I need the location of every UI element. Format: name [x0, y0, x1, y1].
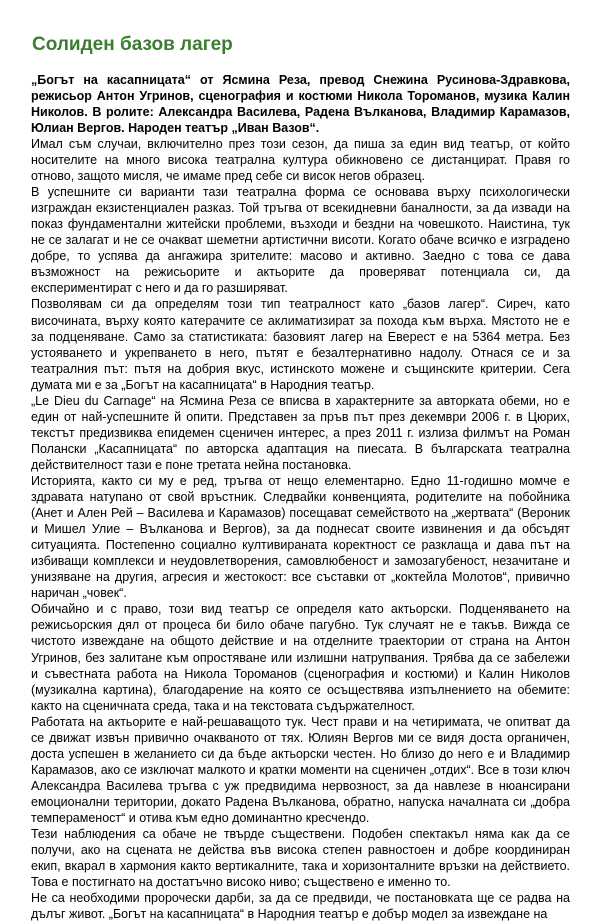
article-title: Солиден базов лагер: [32, 34, 233, 55]
paragraph-4: „Le Dieu du Carnage“ на Ясмина Реза се вписва в характерните за авторката обеми, но е един от най-успешните й опити. Представен за пръв път през декември 2006 г. в Цюрих, текстът предизвиква епидемен сценичен интерес, а през 2011 г. излиза филмът на Роман Полански „Касапницата“ по авторска адаптация на пиесата. В българската театрална действителност тази е поне третата нейна постановка.: [31, 393, 570, 472]
paragraph-8: Тези наблюдения са обаче не твърде съществени. Подобен спектакъл няма как да се получи, ако на сцената не действа във висока степен равностоен и добре координиран екип, вкарал в хармония както вертикалните, така и хоризонталните връзки на действието. Това е постигнато на достатъчно високо ниво; съществено е именно то.: [31, 827, 570, 890]
paragraph-3: Позволявам си да определям този тип театралност като „базов лагер“. Сиреч, като височината, върху която катерачите се аклиматизират за похода към върха. Мястото не е за подценяване. Само за статистиката: базовият лагер на Еверест е на 5364 метра. Без устояването и укрепването в него, пътят е безалтернативно надолу. Отнася се и за театралния път: пътя на добрия вкус, истинското можене и същинските критерии. Сега думата ми е за „Богът на касапницата“ в Народния театър.: [31, 297, 570, 392]
paragraph-7: Работата на актьорите е най-решаващото тук. Чест прави и на четиримата, че опитват да се движат извън привично очакваното от тях. Юлиян Вергов ми се видя доста органичен, доста успешен в желанието си да бъде актьорски честен. Но близо до него е и Владимир Карамазов, ако се изключат малкото и кратки моменти на сценичен „отдих“. Все в този ключ Александра Василева тръгва с уж предвидима нервозност, за да навлезе в нюансирани емоционални територии, докато Радена Вълканова, обратно, напуска началната си „добра темпераменост“ и отива към едно доминантно кресчендо.: [31, 714, 570, 825]
paragraph-6: Обичайно и с право, този вид театър се определя като актьорски. Подценяването на режисьорския дял от процеса би било обаче пагубно. Тук случаят не е такъв. Вижда се чистото извеждане на общото действие и на отделните траектории от страна на Антон Угринов, без залитане към опростяване или излишни натрупвания. Трябва да се забележи и съвестната работа на Никола Тороманов (сценография и костюми) и Калин Николов (музикална картина), благодарение на която се осъществява изпълнението на обемите: както на сценичната среда, така и на текстовата съдържателност.: [31, 602, 570, 713]
paragraph-5: Историята, както си му е ред, тръгва от нещо елементарно. Едно 11-годишно момче е здравата натупано от свой връстник. Следвайки конвенцията, родителите на побойника (Анет и Ален Рей – Василева и Карамазов) посещават семейството на „жертвата“ (Вероник и Мишел Улие – Вълканова и Вергов), за да поднесат своите извинения и да обсъдят ситуацията. Постепенно социално култивираната коректност се разклаща и дава път на избиващи комплекси и неудовлетворения, самовлюбеност и замозагубеност, незачитане и унизяване на другия, агресия и жестокост: все съставки от „коктейла Молотов“, привично наричан „човек“.: [31, 473, 570, 601]
production-credits: „Богът на касапницата“ от Ясмина Реза, превод Снежина Русинова-Здравкова, режисьор Антон Угринов, сценография и костюми Никола Тороманов, музика Калин Николов. В ролите: Александра Василева, Радена Вълканова, Владимир Карамазов, Юлиан Вергов. Народен театър „Иван Вазов“.: [31, 73, 570, 135]
paragraph-9: Не са необходими пророчески дарби, за да се предвиди, че постановката ще се радва на дълъг живот. „Богът на касапницата“ в Народния театър е добър модел за извеждане на: [31, 891, 570, 922]
paragraph-1: Имал съм случаи, включително през този сезон, да пиша за един вид театър, от който носителите на много висока театрална култура обикновено се дистанцират. Правя го отново, защото мисля, че имаме пред себе си висок негов образец.: [31, 137, 570, 184]
paragraph-2: В успешните си варианти тази театрална форма се основава върху психологически изграждан екзистенциален разказ. Той тръгва от всекидневни баналности, за да извади на показ фундаментални житейски проблеми, възходи и бездни на човешкото. Наистина, тук не се залагат и не се очакват шеметни артистични висоти. Когато обаче всичко е изградено добре, то успява да ангажира зрителите: масово и активно. Заедно с това се дава възможност на режисьорите и актьорите да проверяват потенциала си, да експериментират с него и да го разширяват.: [31, 185, 570, 296]
